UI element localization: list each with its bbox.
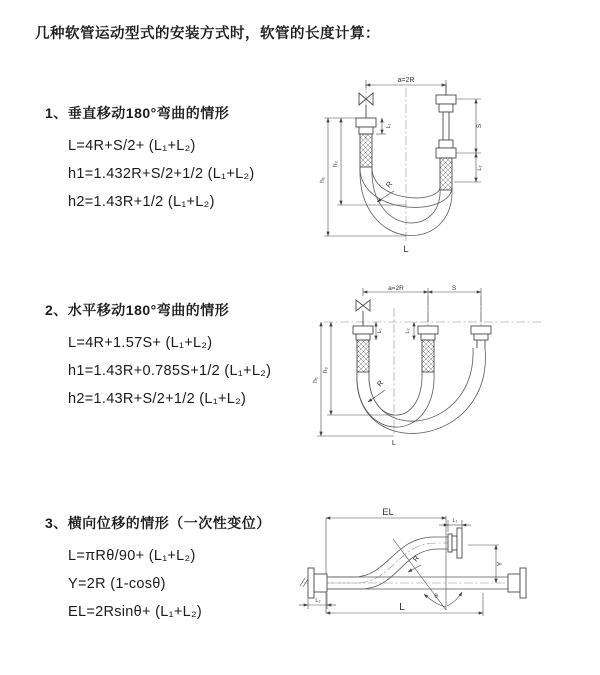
- formula-length: L=πRθ/90+ (L₁+L₂): [68, 548, 196, 564]
- dimension-s: [454, 99, 483, 182]
- left-flange: [308, 568, 327, 598]
- radius-construction: [393, 539, 446, 610]
- hose-curves: [357, 348, 486, 433]
- dim-label-h1: h₁: [312, 377, 319, 383]
- dimension-l1: [439, 518, 471, 532]
- dimension-l2: [299, 593, 336, 609]
- section-2-heading: 2、水平移动180°弯曲的情形: [45, 302, 230, 318]
- middle-pipe-fitting: [418, 326, 438, 372]
- break-mark: [300, 578, 308, 587]
- formula-el: EL=2Rsinθ+ (L₁+L₂): [68, 604, 203, 620]
- section-vertical-movement: [45, 103, 325, 216]
- section-lateral-displacement: [45, 513, 325, 626]
- formula-h1: h1=1.432R+S/2+1/2 (L₁+L₂): [68, 166, 255, 182]
- dimension-l2: [405, 322, 414, 340]
- formula-h1: h1=1.43R+0.785S+1/2 (L₁+L₂): [68, 363, 272, 379]
- dim-label-a2r: a=2R: [388, 285, 404, 292]
- radius-label: R: [383, 179, 395, 190]
- dim-label-h2: h₂: [332, 160, 339, 168]
- angle-label: θ: [434, 593, 438, 600]
- diagram-lateral-displacement: [296, 498, 600, 650]
- radius-label: R: [374, 378, 386, 389]
- dim-label-l1: L₁: [386, 123, 392, 129]
- dim-label-el: EL: [382, 507, 394, 518]
- formula-length: L=4R+S/2+ (L₁+L₂): [68, 138, 196, 154]
- length-label: L: [403, 244, 409, 255]
- dimension-h1: [312, 322, 394, 436]
- diagram-horizontal-u-bend: [306, 284, 568, 452]
- formula-h2: h2=1.43R+S/2+1/2 (L₁+L₂): [68, 391, 247, 407]
- dim-label-h1: h₁: [319, 177, 326, 183]
- hose-s-curve: [327, 537, 448, 589]
- dim-label-h2: h₂: [322, 366, 329, 374]
- dim-label-l2: L₂: [477, 165, 483, 171]
- dim-label-s: S: [451, 285, 457, 292]
- dim-label-a2r: a=2R: [397, 77, 415, 84]
- dim-label-l2: L₂: [405, 328, 411, 334]
- left-pipe-fitting: [353, 326, 373, 372]
- radius-label: R: [412, 555, 422, 564]
- formula-h2: h2=1.43R+1/2 (L₁+L₂): [68, 194, 215, 210]
- formula-y: Y=2R (1-cosθ): [68, 576, 166, 592]
- dim-label-y: Y: [497, 561, 504, 567]
- dim-label-l1: L₁: [452, 518, 458, 524]
- right-pipe-fitting: [436, 85, 456, 190]
- diagram-vertical-u-bend: [313, 70, 570, 257]
- dimension-l1: [376, 118, 392, 134]
- dim-label-l2: L₂: [315, 598, 321, 604]
- right-pipe-fitting: [471, 326, 491, 348]
- formula-length: L=4R+1.57S+ (L₁+L₂): [68, 335, 213, 351]
- length-label: L: [391, 438, 397, 447]
- dimension-l1: [376, 322, 383, 340]
- section-horizontal-movement: [45, 300, 325, 413]
- angle-theta: [424, 592, 462, 607]
- dim-label-s: S: [476, 123, 483, 129]
- dimension-top-s: [428, 285, 481, 292]
- dimension-l: [326, 593, 483, 616]
- section-1-heading: 1、垂直移动180°弯曲的情形: [45, 105, 230, 121]
- left-pipe-fitting: [356, 118, 376, 167]
- page-title: 几种软管运动型式的安装方式时，软管的长度计算：: [35, 26, 380, 42]
- dim-label-l1: L₁: [377, 328, 383, 334]
- centerlines: [366, 82, 446, 242]
- dim-label-l: L: [399, 601, 405, 613]
- section-3-heading: 3、横向位移的情形（一次性变位）: [45, 515, 271, 531]
- dimension-top-a2r: [363, 285, 481, 322]
- upper-flange: [448, 528, 462, 558]
